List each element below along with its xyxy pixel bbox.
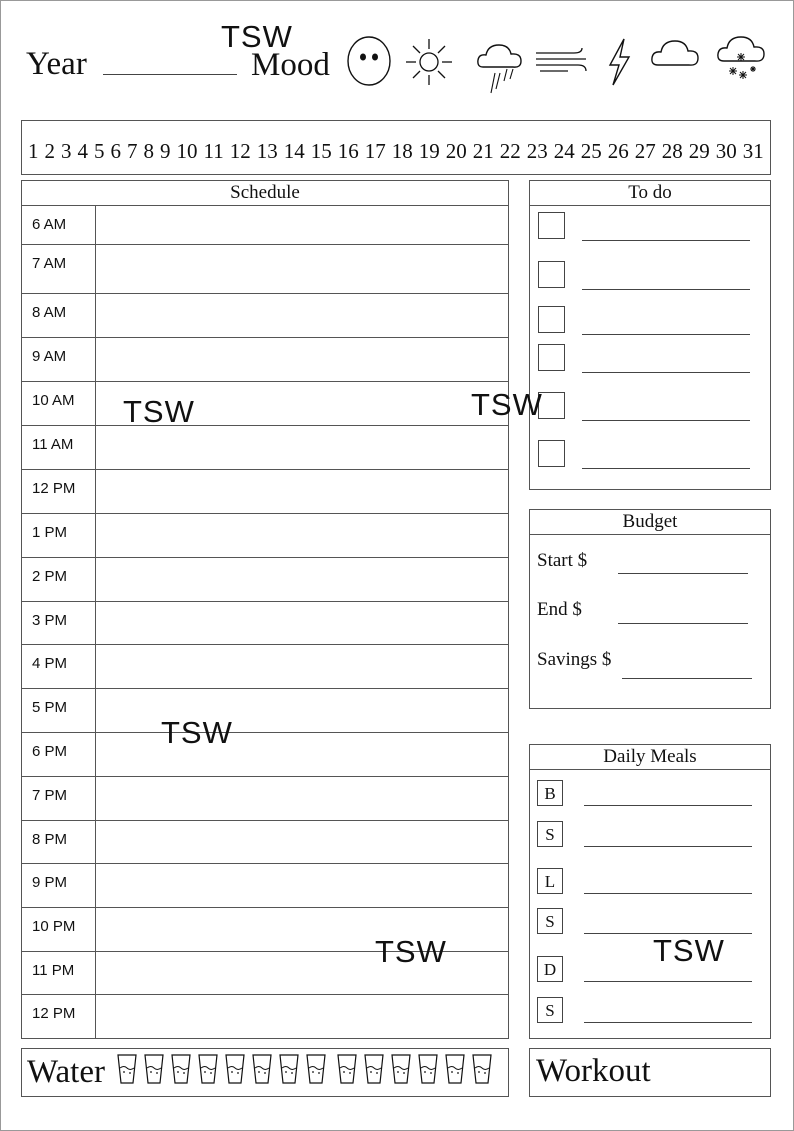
day-number[interactable]: 18: [391, 139, 413, 163]
water-glass-icon[interactable]: [444, 1052, 466, 1086]
water-glass-icon[interactable]: [390, 1052, 412, 1086]
todo-line[interactable]: [582, 372, 750, 373]
day-number[interactable]: 25: [580, 139, 602, 163]
day-number[interactable]: 17: [364, 139, 386, 163]
schedule-slot[interactable]: [96, 820, 508, 863]
day-number[interactable]: 23: [526, 139, 548, 163]
water-glass-icon[interactable]: [417, 1052, 439, 1086]
schedule-slot[interactable]: [96, 337, 508, 381]
meal-letter-box: D: [537, 956, 563, 982]
day-number[interactable]: 4: [77, 139, 88, 163]
schedule-slot[interactable]: [96, 732, 508, 776]
schedule-time-label: 6 AM: [32, 216, 67, 233]
water-glass-icon[interactable]: [305, 1052, 327, 1086]
schedule-time-label: 11 AM: [32, 436, 74, 453]
day-number[interactable]: 20: [445, 139, 467, 163]
meal-letter-box: S: [537, 997, 563, 1023]
todo-line[interactable]: [582, 420, 750, 421]
budget-title: Budget: [530, 510, 770, 535]
budget-savings-label: Savings $: [537, 649, 612, 670]
budget-end-line[interactable]: [618, 623, 748, 624]
schedule-time-label: 10 AM: [32, 392, 75, 409]
schedule-slot[interactable]: [96, 557, 508, 601]
water-panel: [21, 1048, 509, 1097]
schedule-slot[interactable]: [96, 688, 508, 732]
schedule-slot[interactable]: [96, 244, 508, 293]
water-glass-icon[interactable]: [363, 1052, 385, 1086]
schedule-time-label: 8 AM: [32, 304, 67, 321]
meal-line[interactable]: [584, 893, 752, 894]
todo-checkbox[interactable]: [538, 440, 565, 467]
day-number[interactable]: 3: [61, 139, 72, 163]
water-glass-icon[interactable]: [116, 1052, 138, 1086]
todo-title: To do: [530, 181, 770, 206]
rain-cloud-icon[interactable]: [475, 37, 525, 97]
meal-letter-box: S: [537, 821, 563, 847]
schedule-slot[interactable]: [96, 293, 508, 337]
schedule-time-label: 1 PM: [32, 524, 68, 541]
todo-checkbox[interactable]: [538, 344, 565, 371]
budget-end-label: End $: [537, 599, 582, 620]
day-number[interactable]: 29: [688, 139, 710, 163]
year-label: Year: [26, 46, 87, 82]
schedule-time-label: 12 PM: [32, 1005, 76, 1022]
day-number[interactable]: 5: [94, 139, 105, 163]
watermark: TSW: [653, 933, 725, 968]
todo-checkbox[interactable]: [538, 261, 565, 288]
day-number[interactable]: 22: [499, 139, 521, 163]
schedule-time-label: 7 AM: [32, 255, 67, 272]
workout-label: Workout: [536, 1053, 651, 1089]
meals-panel: [529, 744, 771, 1039]
water-glass-icon[interactable]: [170, 1052, 192, 1086]
schedule-slot[interactable]: [96, 205, 508, 244]
schedule-time-label: 6 PM: [32, 743, 68, 760]
schedule-time-label: 8 PM: [32, 831, 68, 848]
day-number[interactable]: 24: [553, 139, 575, 163]
day-number[interactable]: 9: [160, 139, 171, 163]
wind-icon[interactable]: [534, 45, 590, 75]
smiley-face-icon[interactable]: [346, 35, 394, 87]
cloud-icon[interactable]: [649, 35, 701, 71]
day-number[interactable]: 16: [337, 139, 359, 163]
day-number[interactable]: 21: [472, 139, 494, 163]
day-number[interactable]: 6: [110, 139, 121, 163]
meal-letter-box: L: [537, 868, 563, 894]
sun-icon[interactable]: [404, 37, 454, 87]
schedule-panel: [21, 180, 509, 1039]
watermark: TSW: [123, 394, 195, 429]
schedule-slot[interactable]: [96, 863, 508, 907]
day-number[interactable]: 28: [661, 139, 683, 163]
schedule-slot[interactable]: [96, 994, 508, 1038]
meals-title: Daily Meals: [530, 745, 770, 770]
schedule-time-label: 9 PM: [32, 874, 68, 891]
schedule-slot[interactable]: [96, 425, 508, 469]
schedule-title: Schedule: [22, 181, 508, 206]
day-number[interactable]: 12: [229, 139, 251, 163]
watermark: TSW: [221, 19, 293, 54]
schedule-slot[interactable]: [96, 601, 508, 644]
day-number[interactable]: 27: [634, 139, 656, 163]
watermark: TSW: [375, 934, 447, 969]
todo-panel: [529, 180, 771, 490]
meal-line[interactable]: [584, 1022, 752, 1023]
day-number[interactable]: 8: [143, 139, 154, 163]
budget-savings-line[interactable]: [622, 678, 752, 679]
schedule-slot[interactable]: [96, 644, 508, 688]
water-glass-icon[interactable]: [251, 1052, 273, 1086]
budget-panel: [529, 509, 771, 709]
todo-line[interactable]: [582, 240, 750, 241]
schedule-time-label: 5 PM: [32, 699, 68, 716]
schedule-time-label: 3 PM: [32, 612, 68, 629]
budget-start-label: Start $: [537, 550, 588, 571]
day-number[interactable]: 10: [176, 139, 198, 163]
schedule-slot[interactable]: [96, 513, 508, 557]
day-number[interactable]: 31: [742, 139, 764, 163]
water-glass-icon[interactable]: [278, 1052, 300, 1086]
meal-line[interactable]: [584, 981, 752, 982]
meal-letter-box: S: [537, 908, 563, 934]
day-number[interactable]: 11: [203, 139, 224, 163]
snow-cloud-icon[interactable]: [715, 33, 767, 85]
schedule-time-label: 11 PM: [32, 962, 75, 979]
schedule-time-label: 12 PM: [32, 480, 76, 497]
schedule-slot[interactable]: [96, 469, 508, 513]
water-glass-icon[interactable]: [197, 1052, 219, 1086]
watermark: TSW: [161, 715, 233, 750]
schedule-time-label: 9 AM: [32, 348, 67, 365]
meal-letter-box: B: [537, 780, 563, 806]
day-number[interactable]: 19: [418, 139, 440, 163]
schedule-slot[interactable]: [96, 776, 508, 820]
day-number[interactable]: 7: [127, 139, 138, 163]
todo-line[interactable]: [582, 289, 750, 290]
watermark: TSW: [471, 387, 543, 422]
schedule-time-label: 2 PM: [32, 568, 68, 585]
mood-label: Mood: [251, 47, 330, 83]
day-number[interactable]: 13: [256, 139, 278, 163]
water-label: Water: [27, 1054, 105, 1090]
workout-panel: [529, 1048, 771, 1097]
budget-start-line[interactable]: [618, 573, 748, 574]
day-list: [28, 139, 764, 164]
todo-line[interactable]: [582, 334, 750, 335]
day-number[interactable]: 30: [715, 139, 737, 163]
todo-line[interactable]: [582, 468, 750, 469]
meal-line[interactable]: [584, 846, 752, 847]
day-number[interactable]: 2: [44, 139, 55, 163]
month-days-bar: [21, 120, 771, 175]
schedule-time-label: 7 PM: [32, 787, 68, 804]
lightning-icon[interactable]: [604, 37, 634, 87]
water-glass-icon[interactable]: [471, 1052, 493, 1086]
water-glass-icon[interactable]: [336, 1052, 358, 1086]
day-number[interactable]: 1: [28, 139, 39, 163]
day-number[interactable]: 14: [283, 139, 305, 163]
day-number[interactable]: 26: [607, 139, 629, 163]
water-glass-icon[interactable]: [143, 1052, 165, 1086]
schedule-time-label: 10 PM: [32, 918, 76, 935]
meal-line[interactable]: [584, 805, 752, 806]
todo-checkbox[interactable]: [538, 306, 565, 333]
water-glass-icon[interactable]: [224, 1052, 246, 1086]
year-input-line[interactable]: [103, 74, 237, 75]
schedule-time-label: 4 PM: [32, 655, 68, 672]
todo-checkbox[interactable]: [538, 212, 565, 239]
day-number[interactable]: 15: [310, 139, 332, 163]
